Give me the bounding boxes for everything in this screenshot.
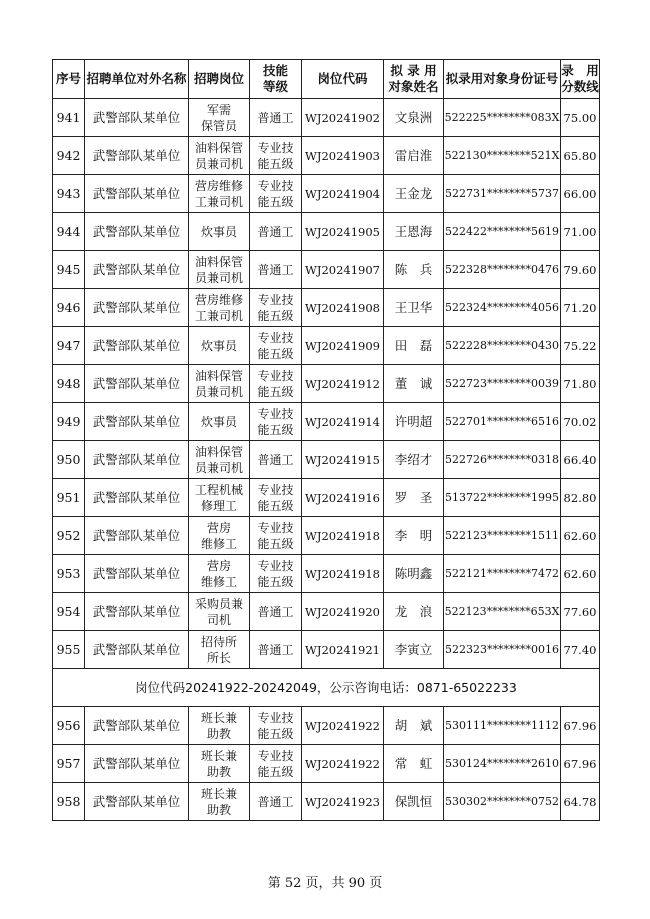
header-post: 招聘岗位: [189, 60, 250, 99]
cell-seq: 958: [53, 783, 85, 821]
cell-score: 77.60: [561, 593, 600, 631]
cell-score: 71.20: [561, 289, 600, 327]
cell-post: 油料保管 员兼司机: [189, 365, 250, 403]
cell-name: 胡 斌: [384, 707, 444, 745]
cell-code: WJ20241918: [302, 555, 384, 593]
cell-name: 许明超: [384, 403, 444, 441]
cell-code: WJ20241909: [302, 327, 384, 365]
cell-unit: 武警部队某单位: [85, 213, 189, 251]
header-idno: 拟录用对象身份证号: [444, 60, 561, 99]
table-row: [53, 175, 600, 213]
cell-level: 专业技 能五级: [250, 517, 302, 555]
cell-level: 专业技 能五级: [250, 365, 302, 403]
cell-code: WJ20241920: [302, 593, 384, 631]
cell-score: 66.40: [561, 441, 600, 479]
table-row: [53, 365, 600, 403]
cell-unit: 武警部队某单位: [85, 707, 189, 745]
cell-score: 82.80: [561, 479, 600, 517]
cell-idno: 522121********7472: [444, 555, 561, 593]
table-row: [53, 631, 600, 669]
cell-post: 油料保管 员兼司机: [189, 137, 250, 175]
cell-level: 专业技 能五级: [250, 555, 302, 593]
cell-name: 陈 兵: [384, 251, 444, 289]
cell-name: 李绍才: [384, 441, 444, 479]
cell-name: 雷启淮: [384, 137, 444, 175]
cell-code: WJ20241903: [302, 137, 384, 175]
cell-idno: 522731********5737: [444, 175, 561, 213]
cell-seq: 949: [53, 403, 85, 441]
cell-level: 专业技 能五级: [250, 289, 302, 327]
cell-name: 陈明鑫: [384, 555, 444, 593]
cell-post: 油料保管 员兼司机: [189, 441, 250, 479]
cell-code: WJ20241916: [302, 479, 384, 517]
header-name: 拟 录 用 对象姓名: [384, 60, 444, 99]
cell-seq: 945: [53, 251, 85, 289]
header-unit: 招聘单位对外名称: [85, 60, 189, 99]
notice-body: [53, 669, 600, 707]
table-row: [53, 213, 600, 251]
cell-idno: 530124********2610: [444, 745, 561, 783]
cell-level: 专业技 能五级: [250, 327, 302, 365]
cell-score: 65.80: [561, 137, 600, 175]
cell-code: WJ20241904: [302, 175, 384, 213]
cell-unit: 武警部队某单位: [85, 441, 189, 479]
cell-level: 专业技 能五级: [250, 479, 302, 517]
cell-seq: 952: [53, 517, 85, 555]
cell-seq: 955: [53, 631, 85, 669]
cell-name: 田 磊: [384, 327, 444, 365]
cell-seq: 942: [53, 137, 85, 175]
table-row: [53, 593, 600, 631]
table-row: [53, 745, 600, 783]
table-row: [53, 289, 600, 327]
cell-unit: 武警部队某单位: [85, 593, 189, 631]
cell-idno: 530302********0752: [444, 783, 561, 821]
cell-post: 营房 维修工: [189, 517, 250, 555]
cell-code: WJ20241908: [302, 289, 384, 327]
cell-unit: 武警部队某单位: [85, 403, 189, 441]
cell-post: 炊事员: [189, 327, 250, 365]
cell-level: 专业技 能五级: [250, 137, 302, 175]
cell-idno: 522225********083X: [444, 99, 561, 137]
cell-code: WJ20241923: [302, 783, 384, 821]
table-row: [53, 783, 600, 821]
table-row: [53, 99, 600, 137]
cell-unit: 武警部队某单位: [85, 137, 189, 175]
header-level: 技能 等级: [250, 60, 302, 99]
cell-idno: 522123********1511: [444, 517, 561, 555]
cell-code: WJ20241922: [302, 745, 384, 783]
cell-score: 75.22: [561, 327, 600, 365]
cell-idno: 522130********521X: [444, 137, 561, 175]
cell-name: 李寅立: [384, 631, 444, 669]
cell-post: 招待所 所长: [189, 631, 250, 669]
cell-seq: 950: [53, 441, 85, 479]
cell-score: 79.60: [561, 251, 600, 289]
cell-level: 普通工: [250, 783, 302, 821]
cell-unit: 武警部队某单位: [85, 783, 189, 821]
cell-seq: 957: [53, 745, 85, 783]
cell-level: 普通工: [250, 99, 302, 137]
cell-seq: 944: [53, 213, 85, 251]
table-row: [53, 403, 600, 441]
cell-code: WJ20241915: [302, 441, 384, 479]
cell-idno: 522726********0318: [444, 441, 561, 479]
cell-name: 罗 圣: [384, 479, 444, 517]
cell-idno: 522422********5619: [444, 213, 561, 251]
cell-seq: 946: [53, 289, 85, 327]
cell-name: 文泉洲: [384, 99, 444, 137]
cell-score: 62.60: [561, 555, 600, 593]
cell-seq: 953: [53, 555, 85, 593]
cell-seq: 948: [53, 365, 85, 403]
cell-score: 71.00: [561, 213, 600, 251]
cell-idno: 522228********0430: [444, 327, 561, 365]
cell-code: WJ20241905: [302, 213, 384, 251]
cell-unit: 武警部队某单位: [85, 327, 189, 365]
table-row: [53, 441, 600, 479]
page-footer: 第 52 页，共 90 页: [267, 876, 383, 891]
cell-name: 李 明: [384, 517, 444, 555]
cell-level: 专业技 能五级: [250, 745, 302, 783]
cell-seq: 956: [53, 707, 85, 745]
cell-level: 普通工: [250, 441, 302, 479]
cell-unit: 武警部队某单位: [85, 479, 189, 517]
cell-name: 王卫华: [384, 289, 444, 327]
cell-name: 董 诚: [384, 365, 444, 403]
recruitment-table: [52, 59, 600, 821]
cell-post: 油料保管 员兼司机: [189, 251, 250, 289]
cell-score: 75.00: [561, 99, 600, 137]
cell-score: 64.78: [561, 783, 600, 821]
cell-score: 70.02: [561, 403, 600, 441]
cell-post: 班长兼 助教: [189, 783, 250, 821]
cell-post: 班长兼 助教: [189, 745, 250, 783]
cell-code: WJ20241918: [302, 517, 384, 555]
cell-unit: 武警部队某单位: [85, 99, 189, 137]
cell-code: WJ20241907: [302, 251, 384, 289]
cell-unit: 武警部队某单位: [85, 251, 189, 289]
cell-post: 营房 维修工: [189, 555, 250, 593]
cell-idno: 513722********1995: [444, 479, 561, 517]
cell-unit: 武警部队某单位: [85, 631, 189, 669]
cell-seq: 947: [53, 327, 85, 365]
notice-text: 岗位代码20241922-20242049，公示咨询电话：0871-65022233: [53, 669, 600, 707]
cell-idno: 522328********0476: [444, 251, 561, 289]
cell-seq: 943: [53, 175, 85, 213]
notice-row: [53, 669, 600, 707]
cell-code: WJ20241902: [302, 99, 384, 137]
cell-unit: 武警部队某单位: [85, 175, 189, 213]
header-seq: 序号: [53, 60, 85, 99]
cell-score: 71.80: [561, 365, 600, 403]
table-body-b: [53, 707, 600, 821]
cell-seq: 951: [53, 479, 85, 517]
cell-name: 龙 浪: [384, 593, 444, 631]
cell-seq: 954: [53, 593, 85, 631]
cell-unit: 武警部队某单位: [85, 365, 189, 403]
cell-score: 77.40: [561, 631, 600, 669]
cell-post: 军需 保管员: [189, 99, 250, 137]
cell-code: WJ20241921: [302, 631, 384, 669]
cell-level: 普通工: [250, 251, 302, 289]
cell-idno: 530111********1112: [444, 707, 561, 745]
cell-post: 工程机械 修理工: [189, 479, 250, 517]
cell-level: 普通工: [250, 213, 302, 251]
table-row: [53, 137, 600, 175]
cell-code: WJ20241922: [302, 707, 384, 745]
cell-idno: 522701********6516: [444, 403, 561, 441]
cell-unit: 武警部队某单位: [85, 517, 189, 555]
cell-name: 保凯恒: [384, 783, 444, 821]
cell-level: 专业技 能五级: [250, 403, 302, 441]
cell-post: 班长兼 助教: [189, 707, 250, 745]
cell-idno: 522324********4056: [444, 289, 561, 327]
cell-name: 王金龙: [384, 175, 444, 213]
cell-unit: 武警部队某单位: [85, 289, 189, 327]
cell-score: 62.60: [561, 517, 600, 555]
table-body-a: [53, 99, 600, 669]
cell-unit: 武警部队某单位: [85, 555, 189, 593]
table-row: [53, 517, 600, 555]
cell-level: 普通工: [250, 631, 302, 669]
cell-level: 专业技 能五级: [250, 707, 302, 745]
cell-post: 营房维修 工兼司机: [189, 175, 250, 213]
cell-score: 67.96: [561, 707, 600, 745]
table-row: [53, 707, 600, 745]
header-code: 岗位代码: [302, 60, 384, 99]
cell-level: 普通工: [250, 593, 302, 631]
cell-code: WJ20241912: [302, 365, 384, 403]
table-row: [53, 327, 600, 365]
cell-post: 炊事员: [189, 403, 250, 441]
cell-score: 66.00: [561, 175, 600, 213]
cell-level: 专业技 能五级: [250, 175, 302, 213]
cell-post: 营房维修 工兼司机: [189, 289, 250, 327]
header-row: [53, 60, 600, 99]
table-row: [53, 479, 600, 517]
table-row: [53, 251, 600, 289]
cell-post: 采购员兼 司机: [189, 593, 250, 631]
cell-name: 王恩海: [384, 213, 444, 251]
cell-name: 常 虹: [384, 745, 444, 783]
cell-idno: 522323********0016: [444, 631, 561, 669]
cell-idno: 522123********653X: [444, 593, 561, 631]
header-score: 录 用 分数线: [561, 60, 600, 99]
cell-post: 炊事员: [189, 213, 250, 251]
cell-idno: 522723********0039: [444, 365, 561, 403]
cell-score: 67.96: [561, 745, 600, 783]
cell-seq: 941: [53, 99, 85, 137]
cell-code: WJ20241914: [302, 403, 384, 441]
table-row: [53, 555, 600, 593]
cell-unit: 武警部队某单位: [85, 745, 189, 783]
